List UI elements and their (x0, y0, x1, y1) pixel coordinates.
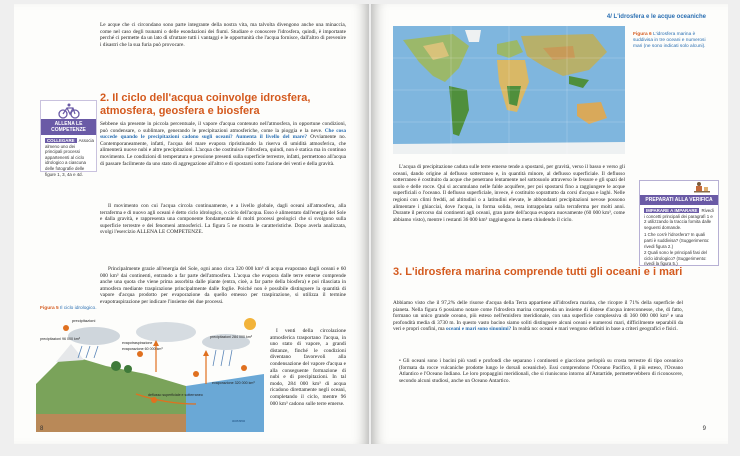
right-page (371, 4, 728, 444)
competence-tag: COLLEGARE (47, 138, 75, 143)
question-highlight-2: oceani e mari sono sinonimi? (445, 326, 512, 333)
right-paragraph-1: L'acqua di precipitazione caduta sulle terre emerse tende a spostarsi, per gravità, verso il basso e verso gli oceani, dando origine al deflusso sotterraneo e, in quantità minore, al deflusso superficiale. Il deflusso sotterraneo è costituito da acque che penetrano lentamente nel sottosuolo attraverso le fessure e gli spazi del suolo e delle rocce. Qui si accumulano nelle falde acquifere, per poi spostarsi fino a raggiungere le acque superficiali o l'oceano. Il deflusso superficiale, invece, è costituito soprattutto da corsi d'acqua e laghi. Nelle regioni con climi freddi, ad altitudini o a latitudini elevate, le abbondanti precipitazioni nevose possono alimentare i ghiacciai, dove l'acqua, in forma solida, resta intrappolata sulla terraferma per molti anni. Durante il percorso dai continenti agli oceani, gran parte dell'acqua evapora nuovamente (60 000 km³, come abbiamo visto), mentre i restanti 36 000 km³ raggiungono la meta chiudendo il ciclo. (393, 164, 625, 223)
tree-icon (111, 361, 121, 371)
figure-5-caption: Figura 5 Il ciclo idrologico. (40, 306, 97, 311)
verify-intro: Rivedi i concetti principali dei paragrafi 1 e 2 utilizzando la traccia fornita dalle seguenti domande. (644, 208, 714, 230)
label-precip-sea: precipitazioni 284 000 km³ (210, 335, 252, 339)
question-highlight-1: Che cosa succede quando le precipitazioni cadono sugli oceani? Aumenta il livello del mare? (100, 127, 347, 141)
competence-text: Associa almeno uno dei principali processi appartenenti al ciclo idrologico a ciascuna delle fotografie delle figure 1, 3, 4a e 4d. (45, 138, 94, 177)
section-title-3: 3. L'idrosfera marina comprende tutti gli oceani e i mari (393, 266, 683, 278)
intro-paragraph: Le acque che ci circondano sono parte integrante della nostra vita, ma talvolta divengono anche una minaccia, come nel caso degli tsunami o delle esondazioni dei fiumi. Studiare e conoscere l'idrosfera, quindi, è importante perché ci permette da un lato di sfruttare tutti i vantaggi e le opportunità che l'acqua fornisce, dall'altro di prevenire i disastri che la sua furia può provocare. (100, 22, 346, 48)
bicycle-icon (57, 103, 81, 119)
competence-box (40, 100, 97, 177)
label-precip-top: precipitazioni (72, 318, 96, 323)
running-head: 4/ L'idrosfera e le acque oceaniche (606, 14, 706, 20)
page-number-right: 9 (702, 426, 706, 432)
label-precip-land: precipitazioni 96 000 km³ (40, 337, 80, 341)
water-cycle-diagram (36, 314, 264, 432)
page-number-left: 8 (40, 426, 44, 432)
verify-question-1: 1 Che cos'è l'idrosfera? In quali parti è suddivisa? (Suggerimento: rivedi figura 2.) (644, 232, 710, 249)
left-page (14, 4, 369, 444)
label-flow: deflusso superficiale e sotterraneo (148, 393, 203, 397)
cloud-center-icon (136, 322, 196, 342)
label-sea: oceano (232, 418, 246, 423)
label-evap-land: evaporazione 60 000 km³ (122, 347, 163, 351)
paragraph-4: I venti della circolazione atmosferica trasportano l'acqua, in uno stato di vapore, a grandi distanze, finché le condizioni diventano favorevoli alla condensazione del vapore d'acqua e alla conseguente formazione di nubi e di precipitazioni. In tal modo, 284 000 km³ di acqua ricadono direttamente negli oceani, completando il ciclo, mentre 96 000 km³ cadono sulle terre emerse. (270, 328, 346, 407)
figure-6-caption: Figura 6 L'idrosfera marina è suddivisa in tre oceani e numerosi mari (ne sono indicati solo alcuni). (633, 32, 706, 49)
cloud-left-icon (68, 327, 120, 345)
paragraph-2: Il movimento con cui l'acqua circola continuamente, e a livello globale, dagli oceani all'atmosfera, alla terraferma e di nuovo agli oceani è detto ciclo idrologico, o ciclo dell'acqua. Esso è alimentato dall'energia del Sole e dalla gravità, e rappresenta una componente fondamentale di molti processi geologici che si svolgono sulla superficie terrestre e dei fenomeni atmosferici. La figura 5 ne mostra le caratteristiche. Dopo averla analizzata, svolgi l'esercizio ALLENA LE COMPETENZE. (100, 203, 346, 236)
paragraph-3: Principalmente grazie all'energia del Sole, ogni anno circa 320 000 km³ di acqua evaporano dagli oceani e 60 000 km³ dai continenti, entrando a far parte dell'atmosfera. L'acqua che evapora dalle terre emerse comprende anche una quota che viene prima assorbita dalle piante (entra, cioè, a far parte della biosfera) e poi rilasciata in atmosfera mediante traspirazione principalmente dalle foglie. Poiché non è possibile distinguere la quantità di vapore d'acqua prodotto per evaporazione da quello emesso per traspirazione, si utilizza il termine evapotraspirazione per indicare l'insieme dei due processi. (100, 266, 346, 305)
paragraph-1: Sebbene sia presente in piccola percentuale, il vapore d'acqua contenuto nell'atmosfera, in opportune condizioni, può condensare, o sublimare, generando le precipitazioni atmosferiche, come la pioggia e la neve. Che cosa succede quando le precipitazioni cadono sugli oceani? Aumenta il livello del mare? Ovviamente no. Contemporaneamente, infatti, l'acqua del mare evapora ripristinando la riserva di umidità atmosferica, che alimenterà nuove nubi e altre precipitazioni. L'acqua che costituisce l'idrosfera, quindi, non è statica ma in continuo movimento. Le condizioni di temperatura e pressione presenti sulla superficie terrestre, infatti, permettono all'acqua di passare facilmente da uno stato di aggregazione all'altro e di spostarsi sotto l'azione dei venti e della gravità. (100, 121, 347, 167)
label-evapo: evapotraspirazione (122, 341, 153, 345)
open-book (14, 4, 728, 450)
section-title-2: 2. Il ciclo dell'acqua coinvolge idrosfera, atmosfera, geosfera e biosfera (100, 92, 311, 117)
student-desk-icon (692, 181, 712, 195)
verify-box-title: PREPARATI ALLA VERIFICA (640, 195, 718, 205)
world-map (393, 26, 625, 154)
sun-icon (244, 318, 256, 330)
verify-box (639, 180, 719, 266)
label-evap-sea: evaporazione 320 000 km³ (212, 381, 255, 385)
bullet-oceans: • Gli oceani sono i bacini più vasti e profondi che separano i continenti e giacciono perlopiù su crosta terrestre di tipo oceanico (formata da rocce vulcaniche prodotte lungo le dorsali oceaniche). Essi comprendono l'Oceano Pacifico, il più esteso, l'Oceano Atlantico e l'Oceano Indiano. Le loro propaggini meridionali, che si riuniscono intorno all'Antartide, permettevebbero di riconoscere, secondo alcuni studiosi, anche un Oceano Antartico. (399, 358, 683, 384)
competence-box-title: ALLENA LE COMPETENZE (41, 119, 96, 135)
tree-icon (124, 365, 132, 373)
right-paragraph-2: Abbiamo visto che il 97,2% delle risorse d'acqua della Terra appartiene all'idrosfera marina, che ricopre il 71% della superficie del pianeta. Nella figura 6 possiamo notare come l'idrosfera marina comprenda un insieme di distese d'acqua interconnesse, che, di fatto, formano un unico grande oceano, più esteso nell'emisfero meridionale, con una superficie complessiva di 360 000 000 km² e una profondità media di 3730 m. In questo vasto bacino siamo soliti distinguere alcuni oceani e numerosi mari, difficilmente separabili da veri e propri confini, ma oceani e mari sono sinonimi? In realtà no: oceani e mari vengono definiti in base a criteri geografici e fisici. (393, 300, 683, 333)
verify-tag: IMPARARE A IMPARARE (646, 208, 698, 213)
verify-question-2: 2 Quali sono le principali fasi del ciclo idrologico? (Suggerimento: rivedi la figura 5.) (644, 250, 707, 267)
